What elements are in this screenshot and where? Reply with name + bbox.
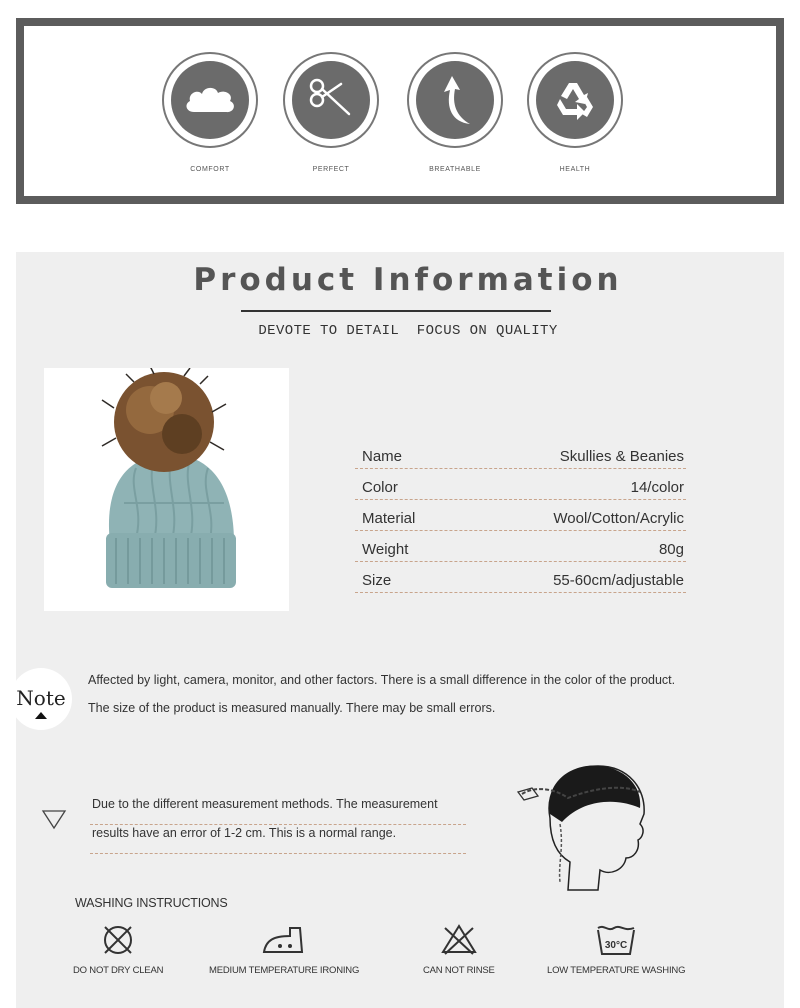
iron-medium-icon xyxy=(260,922,308,958)
note-line: Affected by light, camera, monitor, and other factors. There is a small difference in the color of the product. xyxy=(88,673,676,687)
spec-label: Color xyxy=(362,479,398,496)
feature-banner xyxy=(16,18,784,204)
spec-label: Size xyxy=(362,572,392,589)
product-info-panel xyxy=(16,252,784,1008)
spec-value: Skullies & Beanies xyxy=(559,448,684,465)
spec-value: 55-60cm/adjustable xyxy=(553,572,684,589)
feature-label: PERFECT xyxy=(312,166,350,173)
feature-health xyxy=(527,52,623,173)
spec-value: 80g xyxy=(658,541,684,558)
no-bleach-icon xyxy=(439,922,479,958)
feature-label: HEALTH xyxy=(559,166,591,173)
wash-temperature: 30°C xyxy=(604,940,628,951)
scissors-icon xyxy=(305,74,357,126)
head-measurement-illustration xyxy=(514,758,654,898)
spec-row xyxy=(355,469,686,500)
spec-row xyxy=(355,562,686,593)
caret-up-icon xyxy=(35,712,47,719)
measurement-note xyxy=(90,796,466,854)
spec-value: 14/color xyxy=(630,479,684,496)
spec-row xyxy=(355,531,686,562)
feature-perfect xyxy=(283,52,379,173)
recycle-icon xyxy=(551,77,599,123)
spec-table xyxy=(355,438,686,593)
no-dry-clean-icon xyxy=(100,922,136,958)
note-label: Note xyxy=(16,686,66,710)
cloud-icon xyxy=(180,80,240,120)
spec-label: Weight xyxy=(362,541,409,558)
wash-item-low-temp xyxy=(547,922,685,976)
title-divider xyxy=(241,310,551,312)
spec-label: Material xyxy=(362,510,416,527)
wash-item-no-dry-clean xyxy=(73,922,163,976)
wash-label: LOW TEMPERATURE WASHING xyxy=(547,965,686,976)
note-badge xyxy=(10,668,72,730)
feature-breathable xyxy=(407,52,503,173)
curved-arrow-up-icon xyxy=(430,72,480,128)
section-title: Product Information xyxy=(193,262,623,298)
spec-row xyxy=(355,500,686,531)
note-text xyxy=(88,673,675,729)
spec-row xyxy=(355,438,686,469)
wash-label: MEDIUM TEMPERATURE IRONING xyxy=(209,965,360,976)
wash-30-icon xyxy=(594,922,638,958)
spec-value: Wool/Cotton/Acrylic xyxy=(553,510,684,527)
washing-title: WASHING INSTRUCTIONS xyxy=(75,896,228,910)
spec-label: Name xyxy=(362,448,403,465)
feature-label: COMFORT xyxy=(190,166,230,173)
note-line: The size of the product is measured manually. There may be small errors. xyxy=(88,701,496,715)
feature-comfort xyxy=(162,52,258,173)
product-photo xyxy=(44,368,289,611)
wash-item-no-bleach xyxy=(423,922,495,976)
wash-item-iron xyxy=(209,922,359,976)
measurement-line: results have an error of 1-2 cm. This is a normal range. xyxy=(90,825,466,854)
triangle-down-icon xyxy=(41,808,67,830)
section-subtitle: DEVOTE TO DETAIL FOCUS ON QUALITY xyxy=(258,323,558,339)
wash-label: DO NOT DRY CLEAN xyxy=(73,965,164,976)
beanie-image xyxy=(44,368,289,611)
wash-label: CAN NOT RINSE xyxy=(423,965,495,976)
feature-label: BREATHABLE xyxy=(429,166,481,173)
measurement-line: Due to the different measurement methods. The measurement xyxy=(90,796,466,825)
